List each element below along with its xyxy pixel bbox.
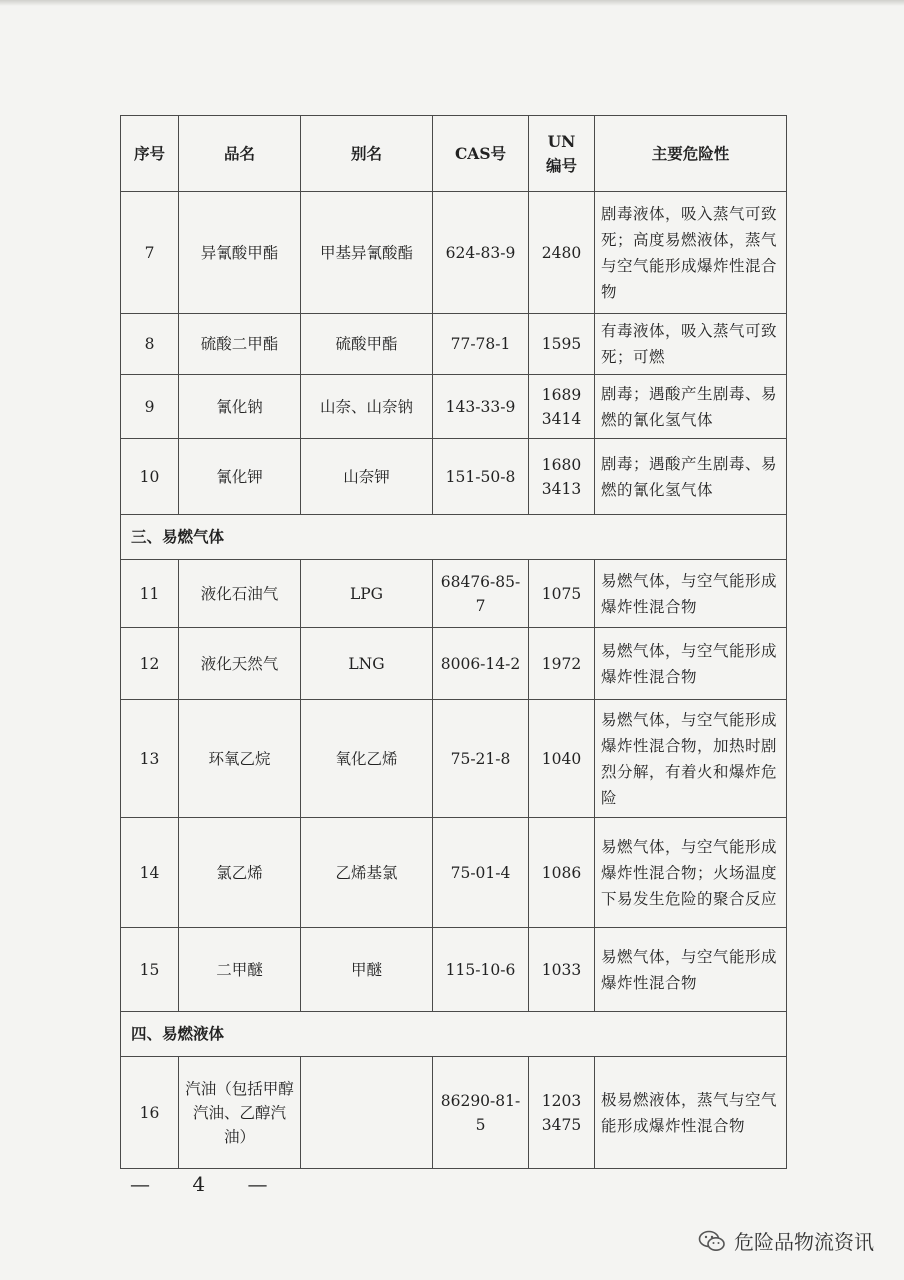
cell-un-line1: 1689 (541, 385, 582, 404)
section-row (121, 515, 787, 560)
cell-hazard: 剧毒；遇酸产生剧毒、易燃的氰化氢气体 (595, 375, 787, 439)
cell-name: 环氧乙烷 (179, 700, 301, 818)
cell-un-line2: 3414 (541, 409, 582, 428)
cell-alias: 甲醚 (301, 928, 433, 1012)
cell-no: 11 (121, 560, 179, 628)
cell-un: 2480 (529, 192, 595, 314)
section-row (121, 1012, 787, 1057)
table-row (121, 1057, 787, 1169)
cell-cas: 143-33-9 (433, 375, 529, 439)
cell-cas: 8006-14-2 (433, 628, 529, 700)
cell-name: 二甲醚 (179, 928, 301, 1012)
cell-cas: 75-21-8 (433, 700, 529, 818)
header-no: 序号 (121, 116, 179, 192)
table-row (121, 700, 787, 818)
cell-alias (301, 1057, 433, 1169)
cell-un: 1033 (529, 928, 595, 1012)
cell-name: 硫酸二甲酯 (179, 314, 301, 375)
table-row (121, 818, 787, 928)
cell-cas: 68476-85-7 (433, 560, 529, 628)
cell-alias: LPG (301, 560, 433, 628)
cell-hazard: 剧毒液体，吸入蒸气可致死；高度易燃液体，蒸气与空气能形成爆炸性混合物 (595, 192, 787, 314)
cell-hazard: 易燃气体，与空气能形成爆炸性混合物 (595, 560, 787, 628)
cell-alias: 山奈钾 (301, 439, 433, 515)
cell-alias: 乙烯基氯 (301, 818, 433, 928)
cell-alias: 山奈、山奈钠 (301, 375, 433, 439)
cell-cas: 151-50-8 (433, 439, 529, 515)
cell-un: 1040 (529, 700, 595, 818)
section-heading-flammable-liquid: 四、易燃液体 (121, 1012, 787, 1057)
cell-no: 10 (121, 439, 179, 515)
cell-no: 12 (121, 628, 179, 700)
header-name: 品名 (179, 116, 301, 192)
cell-alias: 氧化乙烯 (301, 700, 433, 818)
cell-no: 8 (121, 314, 179, 375)
table-row (121, 375, 787, 439)
cell-alias: LNG (301, 628, 433, 700)
cell-name: 氰化钠 (179, 375, 301, 439)
hazard-table (120, 115, 787, 1169)
page-top-edge (0, 0, 904, 6)
cell-hazard: 有毒液体，吸入蒸气可致死；可燃 (595, 314, 787, 375)
cell-un: 1075 (529, 560, 595, 628)
cell-no: 13 (121, 700, 179, 818)
cell-cas: 77-78-1 (433, 314, 529, 375)
header-un-line2: 编号 (545, 155, 577, 175)
header-alias: 别名 (301, 116, 433, 192)
cell-un (529, 375, 595, 439)
cell-cas: 115-10-6 (433, 928, 529, 1012)
cell-cas: 624-83-9 (433, 192, 529, 314)
cell-hazard: 极易燃液体，蒸气与空气能形成爆炸性混合物 (595, 1057, 787, 1169)
cell-no: 16 (121, 1057, 179, 1169)
cell-un: 1972 (529, 628, 595, 700)
cell-cas: 86290-81-5 (433, 1057, 529, 1169)
cell-no: 15 (121, 928, 179, 1012)
cell-name: 汽油（包括甲醇汽油、乙醇汽油） (179, 1057, 301, 1169)
table-row (121, 439, 787, 515)
cell-hazard: 易燃气体，与空气能形成爆炸性混合物，加热时剧烈分解，有着火和爆炸危险 (595, 700, 787, 818)
wechat-icon (698, 1229, 726, 1253)
cell-un-line1: 1203 (541, 1091, 582, 1110)
cell-un: 1086 (529, 818, 595, 928)
cell-name: 氯乙烯 (179, 818, 301, 928)
table-row (121, 628, 787, 700)
header-cas: CAS号 (433, 116, 529, 192)
header-un (529, 116, 595, 192)
cell-hazard: 易燃气体，与空气能形成爆炸性混合物 (595, 928, 787, 1012)
cell-un (529, 1057, 595, 1169)
watermark-text: 危险品物流资讯 (734, 1230, 874, 1254)
cell-name: 氰化钾 (179, 439, 301, 515)
cell-cas: 75-01-4 (433, 818, 529, 928)
cell-un-line1: 1680 (541, 455, 582, 474)
cell-hazard: 易燃气体，与空气能形成爆炸性混合物 (595, 628, 787, 700)
cell-un-line2: 3475 (541, 1115, 582, 1134)
table-row (121, 314, 787, 375)
cell-name: 异氰酸甲酯 (179, 192, 301, 314)
header-hazard: 主要危险性 (595, 116, 787, 192)
table-header-row (121, 116, 787, 192)
section-heading-flammable-gas: 三、易燃气体 (121, 515, 787, 560)
table-row (121, 928, 787, 1012)
cell-un: 1595 (529, 314, 595, 375)
table-row (121, 192, 787, 314)
cell-alias: 甲基异氰酸酯 (301, 192, 433, 314)
cell-alias: 硫酸甲酯 (301, 314, 433, 375)
cell-hazard: 剧毒；遇酸产生剧毒、易燃的氰化氢气体 (595, 439, 787, 515)
watermark (698, 1226, 874, 1255)
cell-no: 14 (121, 818, 179, 928)
cell-name: 液化天然气 (179, 628, 301, 700)
cell-hazard: 易燃气体，与空气能形成爆炸性混合物；火场温度下易发生危险的聚合反应 (595, 818, 787, 928)
cell-un-line2: 3413 (541, 479, 582, 498)
table-row (121, 560, 787, 628)
cell-no: 9 (121, 375, 179, 439)
cell-no: 7 (121, 192, 179, 314)
header-un-line1: UN (547, 131, 576, 151)
page-number: — 4 — (130, 1172, 286, 1196)
cell-name: 液化石油气 (179, 560, 301, 628)
cell-un (529, 439, 595, 515)
